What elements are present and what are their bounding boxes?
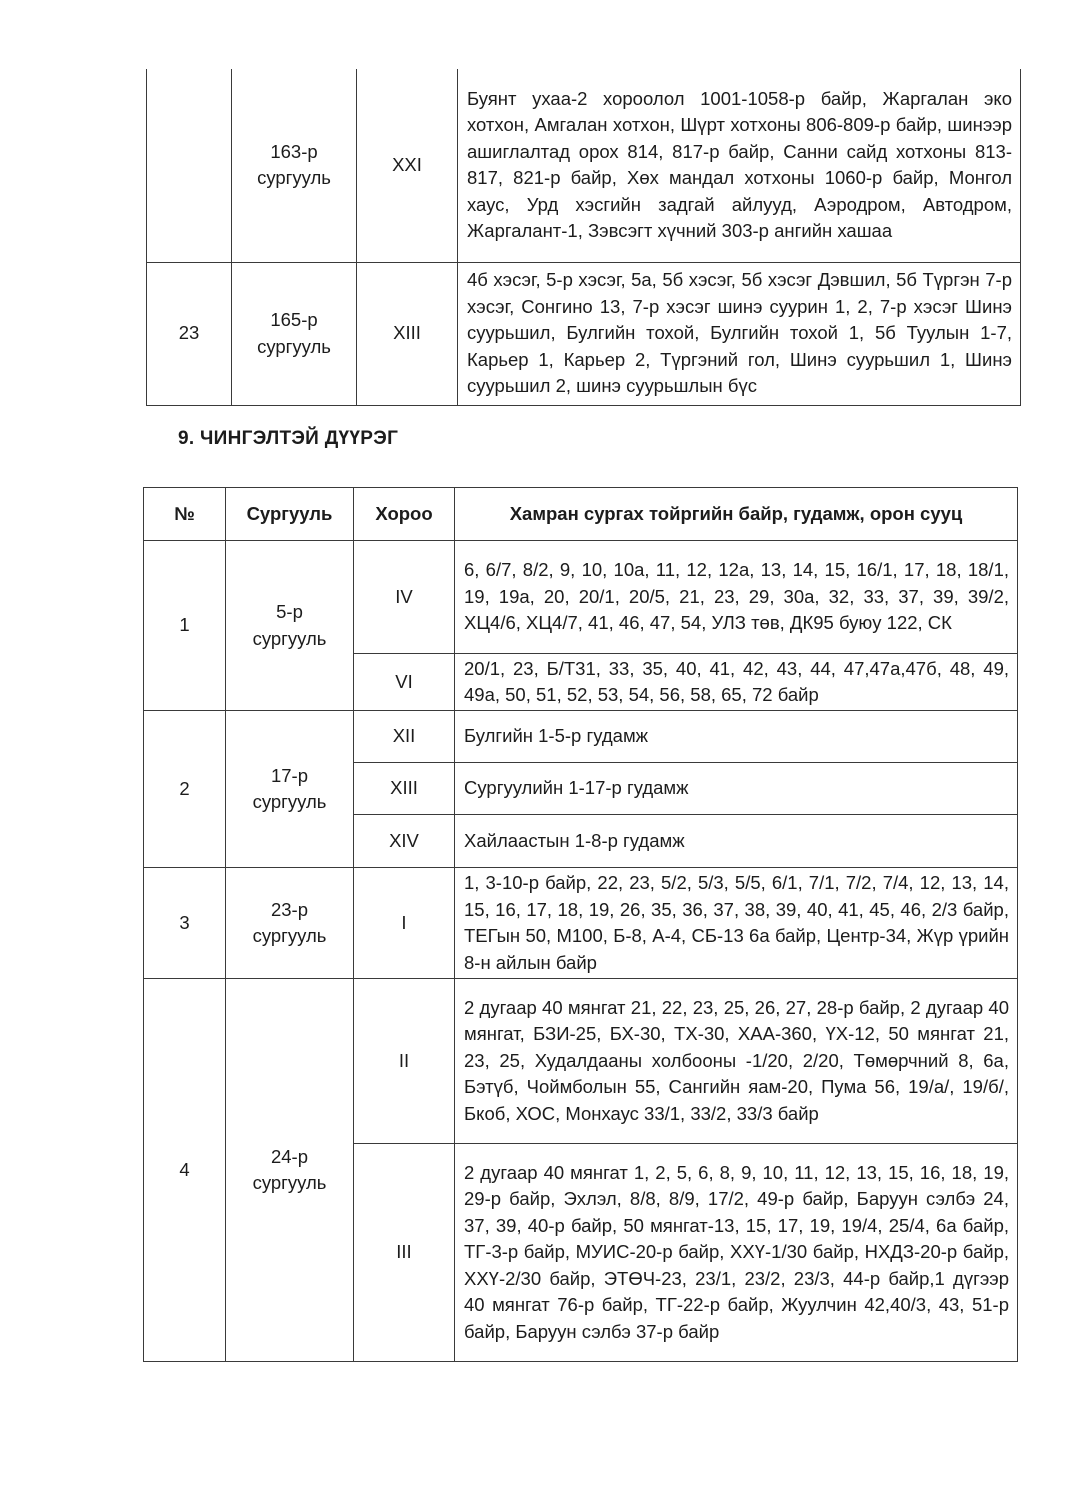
area-description: Хайлаастын 1-8-р гудамж [455,815,1018,868]
header-area: Хамран сургах тойргийн байр, гудамж, орон сууц [455,488,1018,541]
table-row [144,868,1018,979]
continuation-table [146,69,1021,406]
table-row [144,711,1018,763]
area-description: Сургуулийн 1-17-р гудамж [455,763,1018,815]
khoroo-number: XIII [354,763,455,815]
school-name: 165-р сургууль [232,262,357,405]
school-name: 17-р сургууль [226,711,354,868]
row-number: 23 [147,262,232,405]
table-header-row [144,488,1018,541]
area-description: Буянт ухаа-2 хороолол 1001-1058-р байр, Жаргалан эко хотхон, Амгалан хотхон, Шүрт хотхоны 806-809-р байр, шинээр ашиглалтад орох 814, 817-р байр, Санни сайд хотхоны 813-817, 821-р байр, Хөх мандал хотхоны 1060-р байр, Монгол хаус, Урд хэсгийн задгай айлууд, Аэродром, Автодром, Жаргалант-1, Зэвсэгт хүчний 303-р ангийн хашаа [458,69,1021,262]
district-school-table [143,487,1018,1362]
table-row [147,262,1021,405]
khoroo-number: XIV [354,815,455,868]
khoroo-number: XIII [357,262,458,405]
row-number: 4 [144,979,226,1362]
area-description: 4б хэсэг, 5-р хэсэг, 5а, 5б хэсэг, 5б хэсэг Дэвшил, 5б Түргэн 7-р хэсэг, Сонгино 13, 7-р хэсэг шинэ суурин 1, 2, 7-р хэсэг Шинэ суурьшил, Булгийн тохой, Булгийн тохой 1, 5б Туулын 1-7, Карьер 1, Карьер 2, Түргэний гол, Шинэ суурьшил 1, Шинэ суурьшил 2, шинэ суурьшлын бүс [458,262,1021,405]
header-no: № [144,488,226,541]
khoroo-number: VI [354,654,455,711]
header-khoroo: Хороо [354,488,455,541]
row-number: 3 [144,868,226,979]
school-name: 5-р сургууль [226,541,354,711]
row-number [147,69,232,262]
khoroo-number: I [354,868,455,979]
header-school: Сургууль [226,488,354,541]
school-name: 23-р сургууль [226,868,354,979]
area-description: 20/1, 23, Б/Т31, 33, 35, 40, 41, 42, 43, 44, 47,47а,47б, 48, 49, 49а, 50, 51, 52, 53, 54, 56, 58, 65, 72 байр [455,654,1018,711]
khoroo-number: XXI [357,69,458,262]
khoroo-number: IV [354,541,455,654]
area-description: 1, 3-10-р байр, 22, 23, 5/2, 5/3, 5/5, 6/1, 7/1, 7/2, 7/4, 12, 13, 14, 15, 16, 17, 18, 19, 26, 35, 36, 37, 38, 39, 40, 41, 45, 46, 2/3 байр, ТЕГын 50, М100, Б-8, А-4, СБ-13 6а байр, Центр-34, Жүр үрийн 8-н айлын байр [455,868,1018,979]
area-description: Булгийн 1-5-р гудамж [455,711,1018,763]
section-title: 9. ЧИНГЭЛТЭЙ ДҮҮРЭГ [178,428,399,449]
area-description: 6, 6/7, 8/2, 9, 10, 10а, 11, 12, 12а, 13, 14, 15, 16/1, 17, 18, 18/1, 19, 19а, 20, 20/1, 20/5, 21, 23, 29, 30а, 32, 33, 37, 39, 39/2, ХЦ4/6, ХЦ4/7, 41, 46, 47, 54, УЛЗ төв, ДК95 буюу 122, СК [455,541,1018,654]
school-name: 24-р сургууль [226,979,354,1362]
row-number: 2 [144,711,226,868]
school-name: 163-р сургууль [232,69,357,262]
table-row [147,69,1021,262]
table-row [144,541,1018,654]
area-description: 2 дугаар 40 мянгат 21, 22, 23, 25, 26, 27, 28-р байр, 2 дугаар 40 мянгат, БЗИ-25, БХ-30, ТХ-30, ХАА-360, ҮХ-12, 50 мянгат 21, 23, 25, Худалдааны холбооны -1/20, 2/20, Төмөрчний 8, 6а, Бэтүб, Чоймболын 55, Сангийн яам-20, Пума 56, 19/а/, 19/б/, Бкоб, ХОС, Монхаус 33/1, 33/2, 33/3 байр [455,979,1018,1144]
khoroo-number: II [354,979,455,1144]
khoroo-number: XII [354,711,455,763]
table-row [144,979,1018,1144]
row-number: 1 [144,541,226,711]
area-description: 2 дугаар 40 мянгат 1, 2, 5, 6, 8, 9, 10, 11, 12, 13, 15, 16, 18, 19, 29-р байр, Эхлэл, 8/8, 8/9, 17/2, 49-р байр, Баруун сэлбэ 24, 37, 39, 40-р байр, 50 мянгат-13, 15, 17, 19, 19/4, 25/4, 6а байр, ТГ-3-р байр, МУИС-20-р байр, ХХҮ-1/30 байр, НХДЗ-20-р байр, ХХҮ-2/30 байр, ЭТӨЧ-23, 23/1, 23/2, 23/3, 44-р байр,1 дүгээр 40 мянгат 76-р байр, ТГ-22-р байр, Жуулчин 42,40/3, 43, 51-р байр, Баруун сэлбэ 37-р байр [455,1144,1018,1362]
khoroo-number: III [354,1144,455,1362]
